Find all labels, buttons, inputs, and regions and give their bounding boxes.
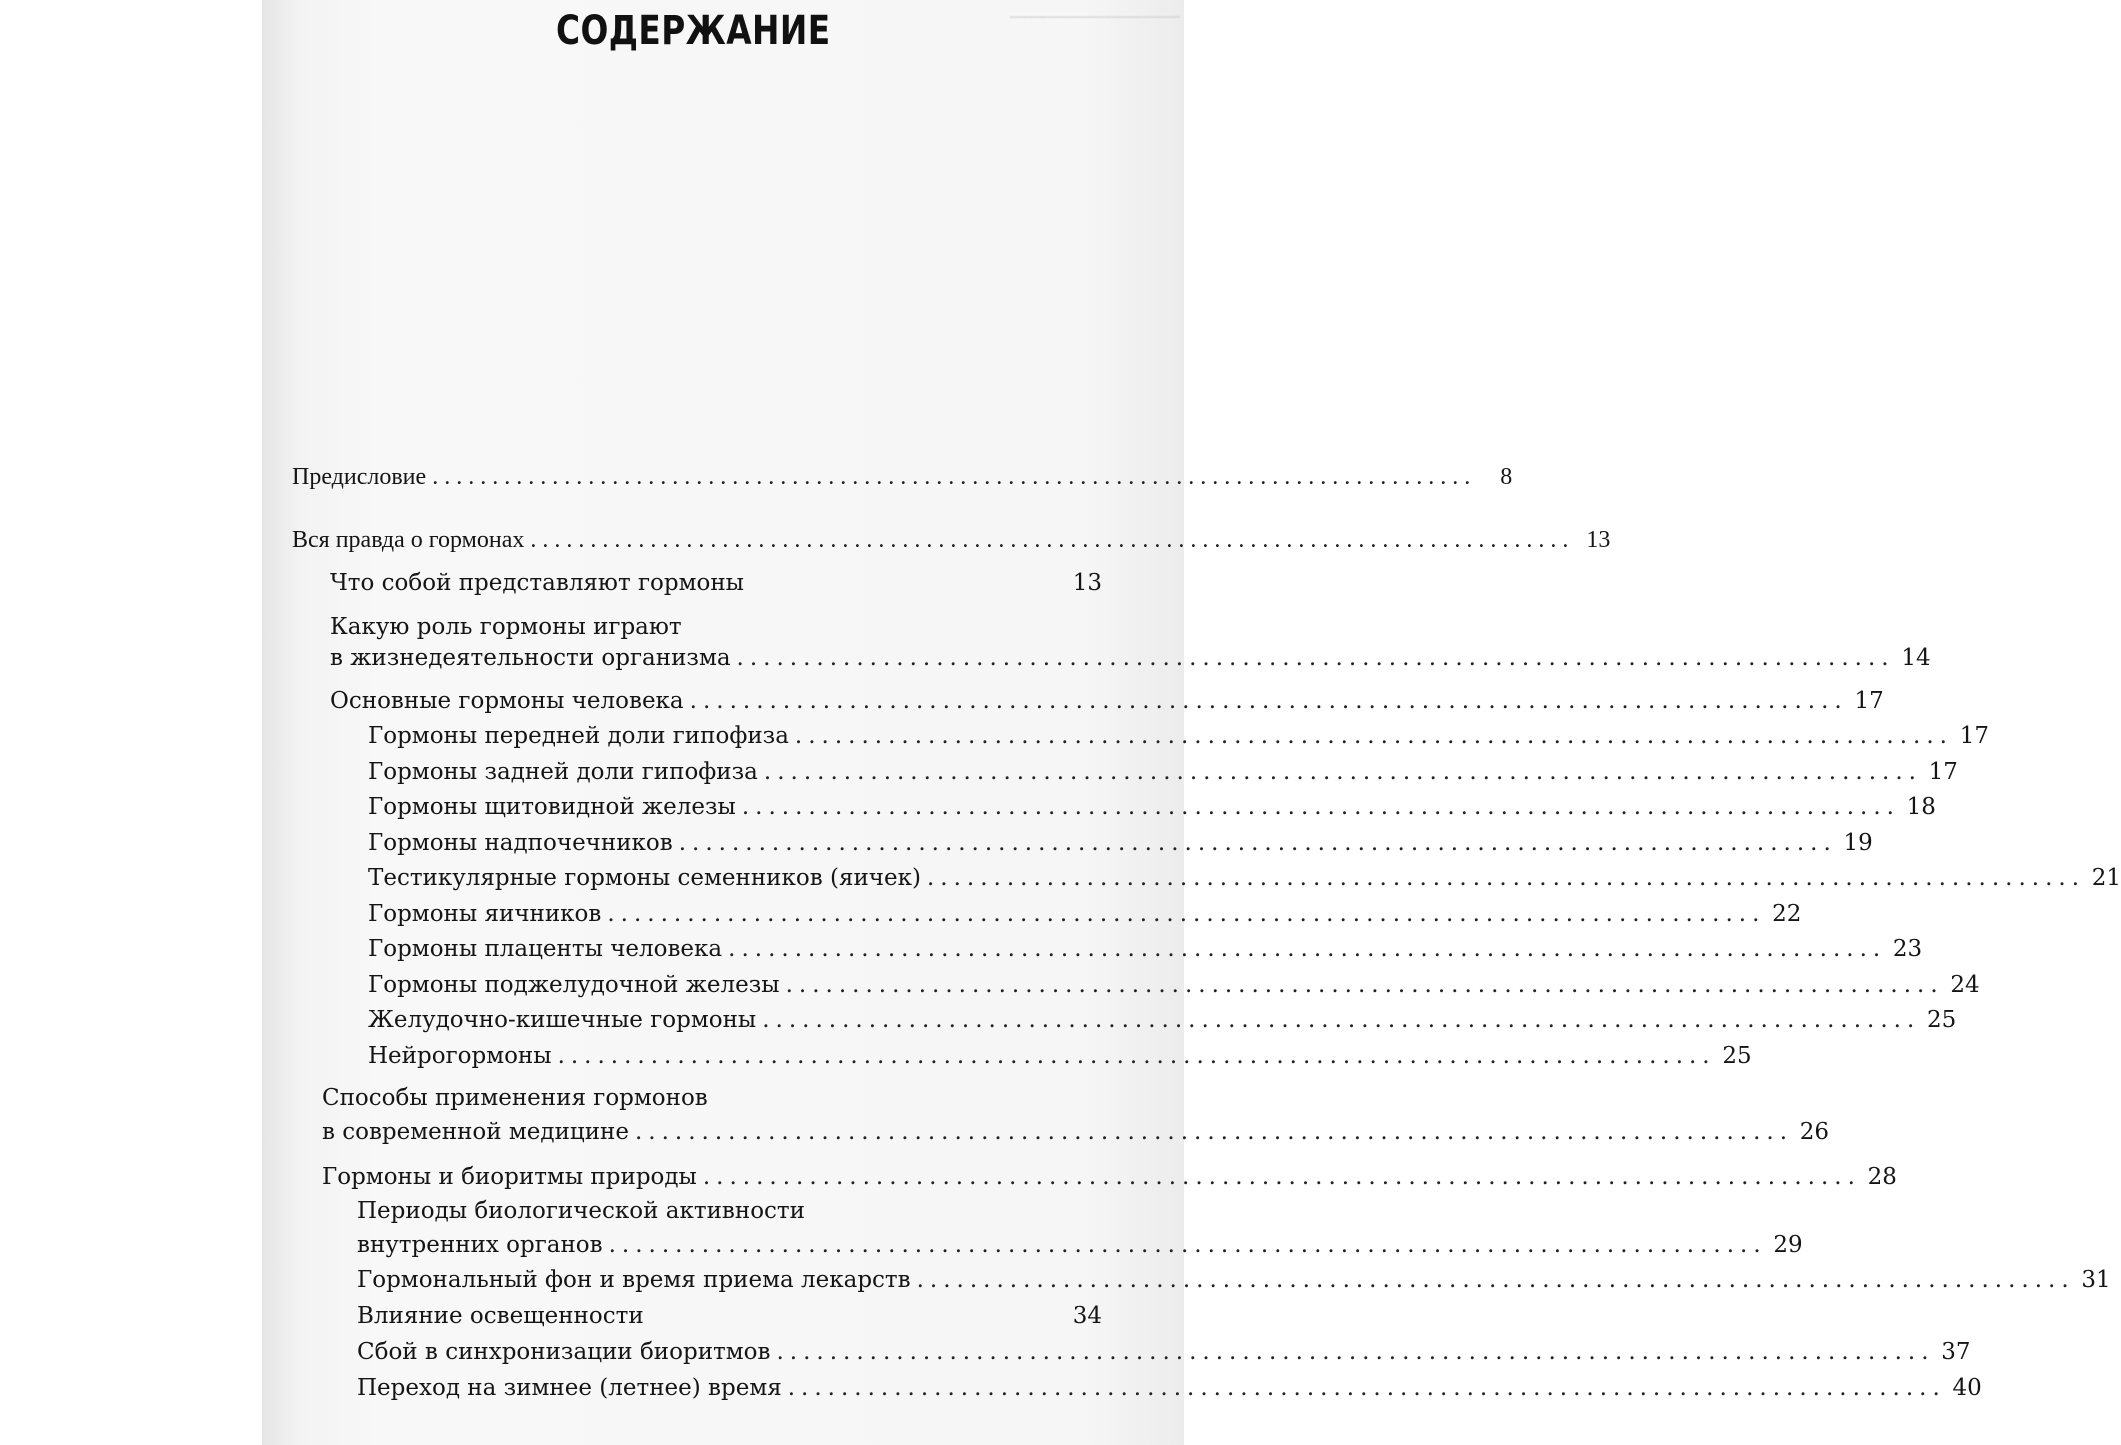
toc-page-number: 8 bbox=[1500, 464, 1513, 490]
leader-dots: ....................................................................................... bbox=[557, 1043, 1716, 1069]
toc-entry-label: Нейрогормоны bbox=[368, 1043, 552, 1069]
toc-entry-label: Влияние освещенности bbox=[357, 1303, 644, 1329]
leader-dots: ....................................................................................... bbox=[736, 645, 1895, 671]
toc-entry-periods[interactable] bbox=[357, 1230, 1803, 1260]
toc-entry-label: Гормоны надпочечников bbox=[368, 830, 673, 856]
leader-dots: ....................................................................................... bbox=[776, 1339, 1935, 1365]
toc-entry-adrenal[interactable] bbox=[368, 828, 1873, 858]
toc-entry-role-line1[interactable]: Какую роль гормоны играют bbox=[330, 614, 682, 640]
toc-entry-label: Сбой в синхронизации биоритмов bbox=[357, 1339, 771, 1365]
toc-page-number: 29 bbox=[1773, 1232, 1803, 1258]
leader-dots: ....................................................................................... bbox=[432, 464, 1477, 490]
toc-entry-label: Гормоны и биоритмы природы bbox=[322, 1164, 697, 1190]
toc-entry-time-change[interactable] bbox=[357, 1373, 1982, 1403]
toc-page-number: 25 bbox=[1722, 1043, 1752, 1069]
toc-entry-label: внутренних органов bbox=[357, 1232, 603, 1258]
toc-entry-label: Гормоны задней доли гипофиза bbox=[368, 759, 758, 785]
toc-entry-biorhythms[interactable] bbox=[322, 1162, 1897, 1192]
toc-entry-label: Что собой представляют гормоны bbox=[330, 570, 744, 596]
toc-page-number: 18 bbox=[1906, 794, 1936, 820]
toc-page-number: 23 bbox=[1892, 936, 1923, 962]
toc-entry-pancreas[interactable] bbox=[368, 970, 1980, 1000]
toc-entry-label: Основные гормоны человека bbox=[330, 688, 684, 714]
toc-entry-anterior[interactable] bbox=[368, 721, 1989, 751]
leader-dots: ....................................................................................... bbox=[678, 830, 1837, 856]
toc-entry-label: Гормоны плаценты человека bbox=[368, 936, 723, 962]
leader-dots: ....................................................................................... bbox=[530, 527, 1575, 553]
toc-entry-main-hormones[interactable] bbox=[330, 686, 1884, 716]
toc-entry-label: Вся правда о гормонах bbox=[292, 527, 525, 553]
toc-entry-label: в современной медицине bbox=[322, 1119, 629, 1145]
toc-page-number: 28 bbox=[1867, 1164, 1897, 1190]
outer-margin bbox=[0, 0, 268, 1445]
toc-entry-what-are[interactable] bbox=[330, 568, 1102, 598]
bleed-through: ───────── bbox=[1010, 2, 1181, 31]
leader-dots: ....................................................................................... bbox=[634, 1119, 1794, 1145]
toc-page-number: 40 bbox=[1952, 1375, 1982, 1401]
toc-entry-label: Гормональный фон и время приема лекарств bbox=[357, 1267, 911, 1293]
toc-page-number: 17 bbox=[1928, 759, 1958, 785]
toc-entry-background[interactable] bbox=[357, 1265, 2111, 1295]
toc-entry-gastro[interactable] bbox=[368, 1005, 1957, 1035]
leader-dots: ....................................................................................... bbox=[608, 1232, 1767, 1258]
toc-entry-light[interactable] bbox=[357, 1301, 1102, 1331]
toc-page-number: 17 bbox=[1854, 688, 1884, 714]
toc-page-number: 24 bbox=[1950, 972, 1980, 998]
leader-dots: ....................................................................................... bbox=[785, 972, 1944, 998]
toc-page-number: 14 bbox=[1901, 645, 1931, 671]
toc-page-number: 25 bbox=[1927, 1007, 1957, 1033]
toc-page-number: 34 bbox=[1072, 1303, 1102, 1329]
leader-dots: ....................................................................................... bbox=[607, 901, 1766, 927]
leader-dots: ....................................................................................... bbox=[689, 688, 1848, 714]
toc-entry-label: Гормоны передней доли гипофиза bbox=[368, 723, 789, 749]
toc-page-number: 13 bbox=[1072, 570, 1102, 596]
toc-entry-label: в жизнедеятельности организма bbox=[330, 645, 731, 671]
toc-entry-label: Переход на зимнее (летнее) время bbox=[357, 1375, 782, 1401]
toc-entry-methods-line1[interactable]: Способы применения гормонов bbox=[322, 1085, 708, 1111]
toc-page-number: 17 bbox=[1959, 723, 1989, 749]
toc-entry-label: Тестикулярные гормоны семенников (яичек) bbox=[368, 865, 921, 891]
toc-page-number: 22 bbox=[1772, 901, 1802, 927]
leader-dots: ....................................................................................... bbox=[728, 936, 1887, 962]
toc-entry-label: Гормоны щитовидной железы bbox=[368, 794, 736, 820]
toc-entry-posterior[interactable] bbox=[368, 757, 1958, 787]
toc-page-number: 19 bbox=[1843, 830, 1873, 856]
leader-dots: ....................................................................................... bbox=[787, 1375, 1946, 1401]
toc-page-number: 26 bbox=[1799, 1119, 1830, 1145]
toc-entry-label: Желудочно-кишечные гормоны bbox=[368, 1007, 757, 1033]
toc-entry-label: Гормоны поджелудочной железы bbox=[368, 972, 780, 998]
leader-dots: ....................................................................................... bbox=[702, 1164, 1861, 1190]
leader-dots: ....................................................................................... bbox=[741, 794, 1900, 820]
leader-dots: ....................................................................................... bbox=[762, 1007, 1921, 1033]
toc-entry-thyroid[interactable] bbox=[368, 792, 1936, 822]
leader-dots: ....................................................................................... bbox=[926, 865, 2086, 891]
page-title: СОДЕРЖАНИЕ bbox=[556, 8, 831, 54]
leader-dots: ....................................................................................... bbox=[763, 759, 1922, 785]
toc-entry-role[interactable] bbox=[330, 643, 1931, 673]
toc-page-number: 21 bbox=[2091, 865, 2121, 891]
toc-entry-preface[interactable] bbox=[292, 462, 1513, 492]
toc-entry-label: Гормоны яичников bbox=[368, 901, 602, 927]
toc-page-number: 13 bbox=[1586, 527, 1611, 553]
toc-page-number: 31 bbox=[2081, 1267, 2111, 1293]
toc-entry-hormones-truth[interactable] bbox=[292, 525, 1611, 555]
leader-dots: ....................................................................................... bbox=[916, 1267, 2075, 1293]
toc-entry-methods[interactable] bbox=[322, 1117, 1830, 1147]
toc-entry-placenta[interactable] bbox=[368, 934, 1923, 964]
toc-entry-ovary[interactable] bbox=[368, 899, 1802, 929]
toc-entry-neuro[interactable] bbox=[368, 1041, 1752, 1071]
toc-page-number: 37 bbox=[1941, 1339, 1971, 1365]
toc-entry-sync[interactable] bbox=[357, 1337, 1971, 1367]
toc-entry-periods-line1[interactable]: Периоды биологической активности bbox=[357, 1198, 805, 1224]
leader-dots: ....................................................................................... bbox=[794, 723, 1953, 749]
toc-entry-testicular[interactable] bbox=[368, 863, 2121, 893]
toc-entry-label: Предисловие bbox=[292, 464, 427, 490]
